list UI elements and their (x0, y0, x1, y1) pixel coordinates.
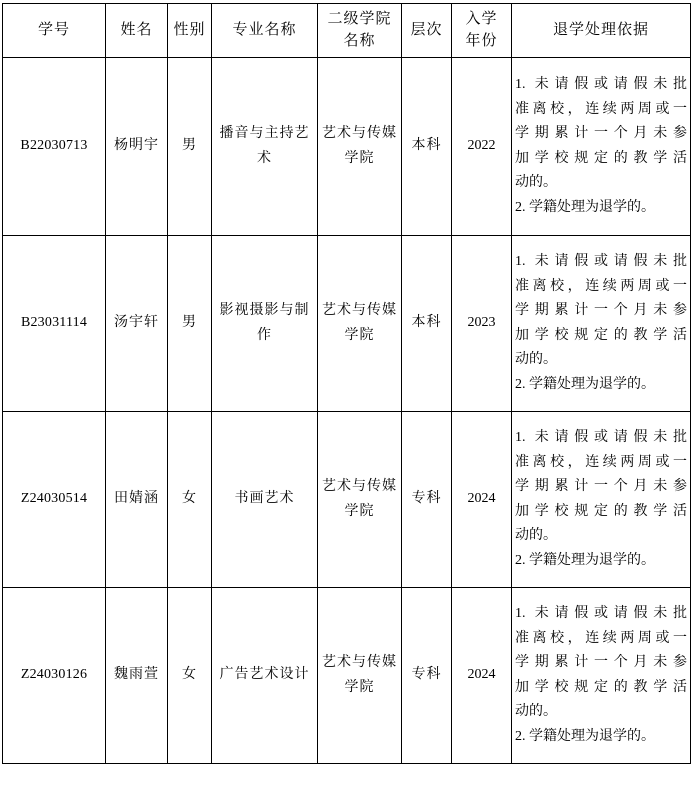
reason-line: 加学校规定的教学活 (515, 327, 687, 343)
reason-line: 加学校规定的教学活 (515, 503, 687, 519)
cell-student-id: Z24030126 (3, 588, 106, 764)
cell-enrollment-year: 2023 (452, 236, 512, 412)
reason-line: 动的。 (515, 175, 557, 190)
cell-enrollment-year: 2024 (452, 588, 512, 764)
cell-gender: 女 (168, 588, 212, 764)
table-row (3, 236, 691, 412)
cell-dropout-reason (512, 236, 691, 412)
cell-student-id: B22030713 (3, 58, 106, 236)
reason-line: 学期累计一个月未参 (515, 126, 687, 141)
column-header-year (452, 4, 512, 58)
cell-gender: 男 (168, 58, 212, 236)
reason-line: 2. 学籍处理为退学的。 (515, 728, 655, 744)
column-header-name (106, 4, 168, 58)
cell-level: 专科 (402, 412, 452, 588)
column-header-college (318, 4, 402, 58)
column-header-name-line-1: 姓名 (120, 21, 153, 38)
cell-enrollment-year: 2024 (452, 412, 512, 588)
column-header-major (212, 4, 318, 58)
column-header-year-line-1: 入学 (465, 10, 498, 27)
table-header (3, 4, 691, 58)
column-header-level (402, 4, 452, 58)
reason-line: 加学校规定的教学活 (515, 679, 687, 695)
cell-college: 艺术与传媒学院 (318, 588, 402, 764)
reason-line: 准离校，连续两周或一 (515, 454, 687, 470)
reason-line: 动的。 (515, 704, 557, 719)
document-page (0, 3, 691, 810)
reason-line: 1. 未请假或请假未批 (515, 606, 687, 621)
cell-name: 田婧涵 (106, 412, 168, 588)
column-header-gender-line-1: 性别 (173, 21, 206, 38)
table-row (3, 588, 691, 764)
column-header-college-line-1: 二级学院 (327, 10, 392, 27)
column-header-level-line-1: 层次 (410, 21, 443, 38)
table-header-row (3, 4, 691, 58)
column-header-reason-line-1: 退学处理依据 (552, 21, 649, 38)
column-header-college-line-2: 名称 (343, 32, 376, 49)
cell-college: 艺术与传媒学院 (318, 412, 402, 588)
table-row (3, 58, 691, 236)
cell-gender: 女 (168, 412, 212, 588)
reason-line: 2. 学籍处理为退学的。 (515, 199, 655, 215)
reason-line: 1. 未请假或请假未批 (515, 254, 687, 269)
cell-name: 汤宇轩 (106, 236, 168, 412)
column-header-reason (512, 4, 691, 58)
cell-level: 本科 (402, 236, 452, 412)
cell-name: 杨明宇 (106, 58, 168, 236)
table-body (3, 58, 691, 764)
reason-line: 2. 学籍处理为退学的。 (515, 376, 655, 392)
cell-dropout-reason (512, 412, 691, 588)
cell-level: 本科 (402, 58, 452, 236)
reason-line: 准离校，连续两周或一 (515, 101, 687, 117)
table-row (3, 412, 691, 588)
reason-line: 准离校，连续两周或一 (515, 278, 687, 294)
cell-dropout-reason (512, 588, 691, 764)
reason-line: 加学校规定的教学活 (515, 150, 687, 166)
cell-dropout-reason (512, 58, 691, 236)
cell-student-id: B23031114 (3, 236, 106, 412)
cell-name: 魏雨萱 (106, 588, 168, 764)
reason-line: 动的。 (515, 352, 557, 367)
cell-enrollment-year: 2022 (452, 58, 512, 236)
cell-major: 播音与主持艺术 (212, 58, 318, 236)
dropout-students-table (2, 3, 691, 764)
cell-student-id: Z24030514 (3, 412, 106, 588)
reason-line: 1. 未请假或请假未批 (515, 77, 687, 92)
reason-line: 1. 未请假或请假未批 (515, 430, 687, 445)
reason-line: 学期累计一个月未参 (515, 479, 687, 494)
cell-major: 影视摄影与制作 (212, 236, 318, 412)
column-header-student-id-line-1: 学号 (37, 21, 70, 38)
cell-college: 艺术与传媒学院 (318, 236, 402, 412)
reason-line: 学期累计一个月未参 (515, 303, 687, 318)
cell-college: 艺术与传媒学院 (318, 58, 402, 236)
reason-line: 动的。 (515, 528, 557, 543)
cell-major: 书画艺术 (212, 412, 318, 588)
column-header-year-line-2: 年份 (465, 32, 498, 49)
column-header-student-id (3, 4, 106, 58)
column-header-major-line-1: 专业名称 (232, 21, 297, 38)
reason-line: 学期累计一个月未参 (515, 655, 687, 670)
reason-line: 准离校，连续两周或一 (515, 630, 687, 646)
column-header-gender (168, 4, 212, 58)
cell-level: 专科 (402, 588, 452, 764)
reason-line: 2. 学籍处理为退学的。 (515, 552, 655, 568)
cell-gender: 男 (168, 236, 212, 412)
cell-major: 广告艺术设计 (212, 588, 318, 764)
